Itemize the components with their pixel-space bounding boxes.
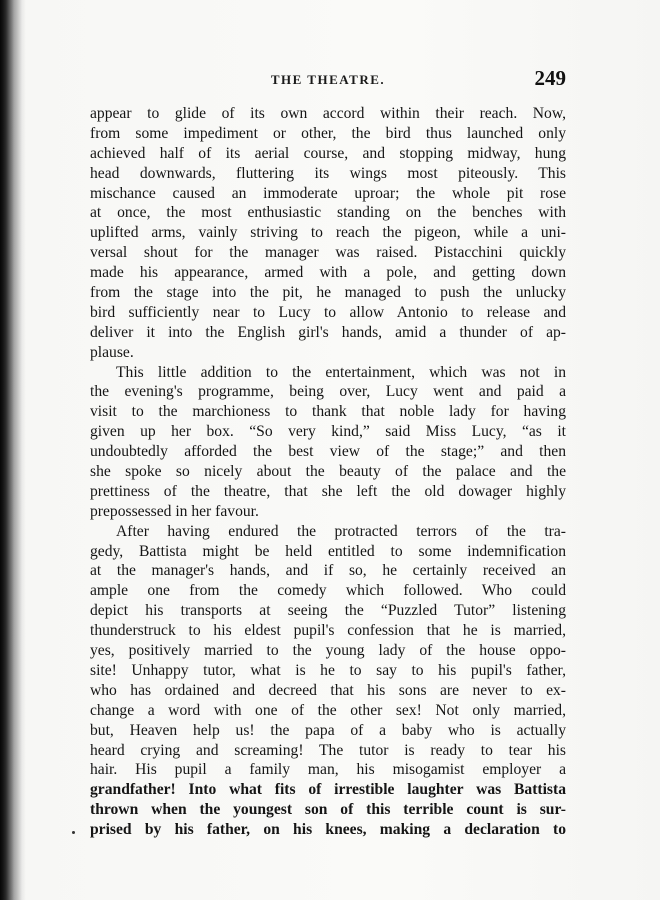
text-line: made his appearance, armed with a pole, and getting down [90, 264, 566, 282]
text-line: After having endured the protracted terrors of the tra- [116, 522, 566, 540]
text-line: grandfather! Into what fits of irrestible laughter was Battista [90, 781, 566, 799]
text-line: but, Heaven help us! the papa of a baby who is actually [90, 721, 566, 739]
text-line: change a word with one of the other sex! Not only married, [90, 701, 566, 719]
text-line: hair. His pupil a family man, his misogamist employer a [90, 761, 566, 779]
text-line: bird sufficiently near to Lucy to allow Antonio to release and [90, 303, 566, 321]
text-line: deliver it into the English girl's hands, amid a thunder of ap- [90, 323, 566, 341]
body-text [90, 104, 566, 840]
text-line: at the manager's hands, and if so, he certainly received an [90, 562, 566, 580]
text-line: given up her box. “So very kind,” said Miss Lucy, “as it [90, 423, 566, 441]
binding-gutter-shadow [0, 0, 22, 900]
text-line: prettiness of the theatre, that she left the old dowager highly [90, 482, 566, 500]
text-line: thunderstruck to his eldest pupil's confession that he is married, [90, 622, 566, 640]
text-line: from some impediment or other, the bird thus launched only [90, 124, 566, 142]
text-line: who has ordained and decreed that his sons are never to ex- [90, 681, 566, 699]
text-line: the evening's programme, being over, Lucy went and paid a [90, 383, 566, 401]
text-line: from the stage into the pit, he managed to push the unlucky [90, 284, 566, 302]
text-line: achieved half of its aerial course, and stopping midway, hung [90, 144, 566, 162]
text-line: This little addition to the entertainment, which was not in [116, 363, 566, 381]
text-line: appear to glide of its own accord within their reach. Now, [90, 105, 566, 122]
text-line: mischance caused an immoderate uproar; the whole pit rose [90, 184, 566, 202]
text-line: versal shout for the manager was raised. Pistacchini quickly [90, 244, 566, 262]
text-line: she spoke so nicely about the beauty of the palace and the [90, 463, 566, 481]
text-line: gedy, Battista might be held entitled to some indemnification [90, 542, 566, 560]
text-line: plause. [90, 343, 134, 361]
text-line: uplifted arms, vainly striving to reach the pigeon, while a uni- [90, 224, 566, 242]
text-line: head downwards, fluttering its wings most piteously. This [90, 164, 566, 182]
running-head [90, 66, 566, 94]
text-line: yes, positively married to the young lady of the house oppo- [90, 642, 566, 660]
text-line: prepossessed in her favour. [90, 502, 259, 520]
text-line: ample one from the comedy which followed. Who could [90, 582, 566, 600]
text-line: depict his transports at seeing the “Puzzled Tutor” listening [90, 602, 566, 620]
text-line: heard crying and screaming! The tutor is ready to tear his [90, 741, 566, 759]
text-line: visit to the marchioness to thank that noble lady for having [90, 403, 566, 421]
text-line: site! Unhappy tutor, what is he to say to his pupil's father, [90, 661, 566, 679]
text-line: prised by his father, on his knees, making a declaration to [90, 821, 566, 839]
text-line: undoubtedly afforded the best view of the stage;” and then [90, 443, 566, 461]
text-line: at once, the most enthusiastic standing on the benches with [90, 204, 566, 222]
running-title: THE THEATRE. [270, 72, 386, 87]
page-number: 249 [534, 66, 566, 90]
text-line: thrown when the youngest son of this terrible count is sur- [90, 801, 566, 819]
ink-speck [72, 831, 75, 834]
